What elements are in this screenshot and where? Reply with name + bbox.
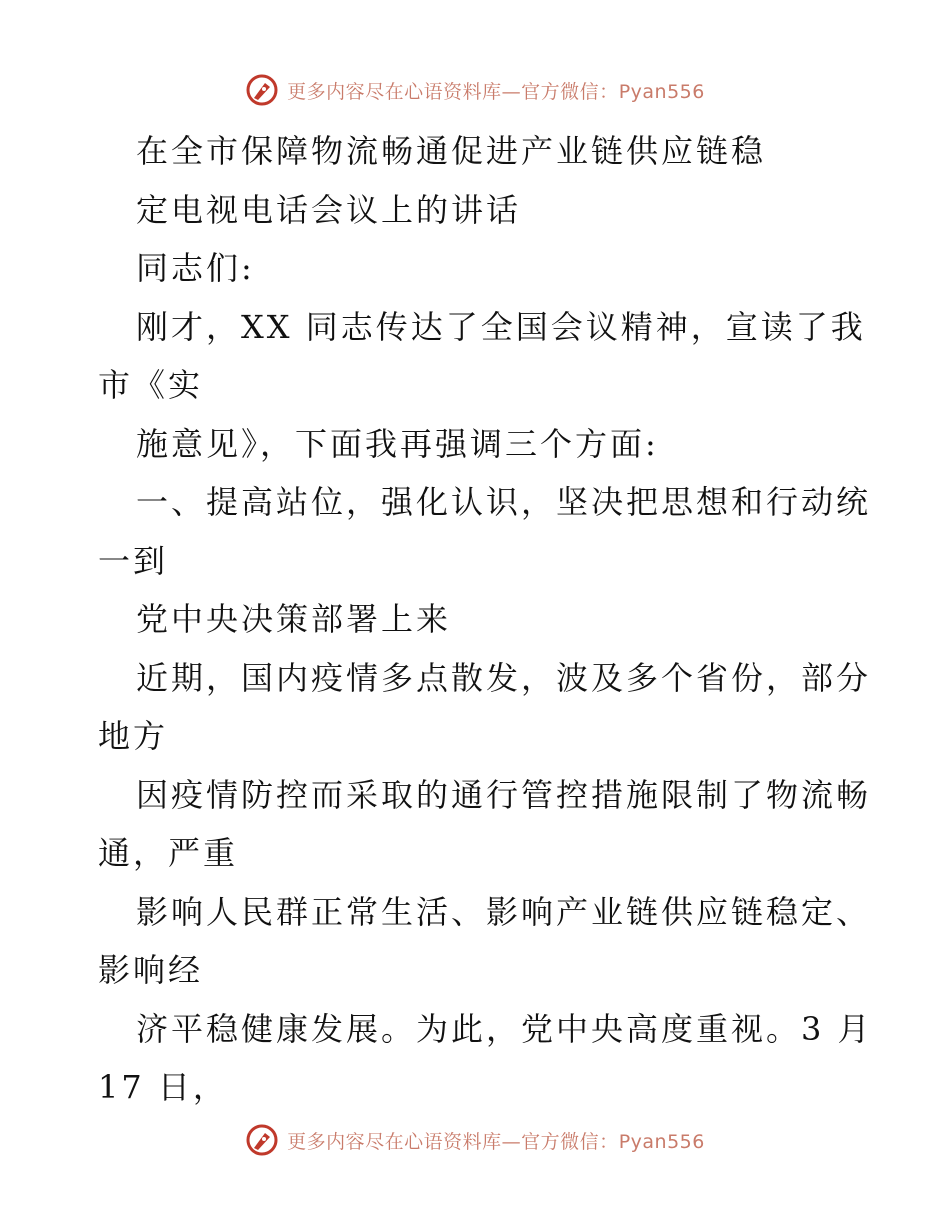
text-line: 地方 (98, 717, 169, 755)
text-line: 刚才，XX 同志传达了全国会议精神，宣读了我 (136, 307, 866, 346)
footer-watermark (0, 1120, 950, 1160)
header-watermark (0, 70, 950, 110)
document-body (98, 122, 873, 1117)
text-line: 同志们: (136, 249, 255, 287)
text-line: 影响经 (98, 951, 204, 989)
text-line: 17 日， (98, 1068, 228, 1106)
text-line: 济平稳健康发展。为此，党中央高度重视。3 月 (136, 1009, 873, 1048)
text-line: 党中央决策部署上来 (136, 600, 452, 638)
pen-nib-circle-icon (245, 73, 279, 107)
text-line: 因疫情防控而采取的通行管控措施限制了物流畅 (136, 775, 872, 814)
pen-nib-circle-icon (245, 1123, 279, 1157)
text-line: 一、提高站位，强化认识，坚决把思想和行动统 (136, 483, 872, 521)
text-line: 影响人民群正常生活、影响产业链供应链稳定、 (136, 892, 872, 931)
text-line: 施意见》，下面我再强调三个方面: (136, 424, 659, 463)
text-line: 定电视电话会议上的讲话 (136, 190, 522, 229)
text-line: 近期，国内疫情多点散发，波及多个省份，部分 (136, 658, 872, 697)
watermark-text: 更多内容尽在心语资料库—官方微信：Pyan556 (287, 80, 705, 103)
watermark-text: 更多内容尽在心语资料库—官方微信：Pyan556 (287, 1130, 705, 1153)
text-line: 一到 (98, 541, 169, 580)
text-line: 在全市保障物流畅通促进产业链供应链稳 (136, 132, 767, 170)
text-line: 通，严重 (98, 834, 239, 872)
text-line: 市《实 (98, 366, 204, 404)
